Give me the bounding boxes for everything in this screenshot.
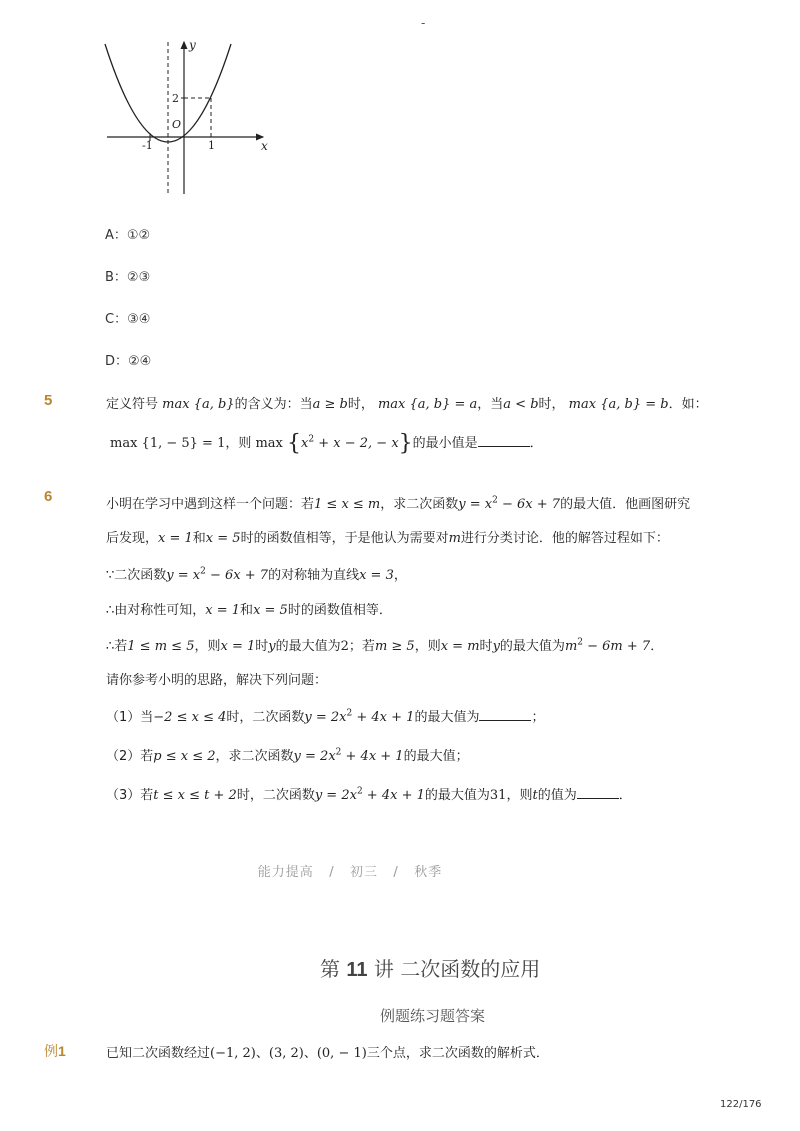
page-top-mark: - — [421, 16, 426, 30]
example-1-label: 例1 — [44, 1043, 66, 1060]
section-subtitle: 例题练习题答案 — [380, 1007, 486, 1025]
q6-part-1: （1）当−2 ≤ x ≤ 4时，二次函数$y = 2x^2 + 4x + 1$的最大值为 ； — [106, 708, 545, 725]
origin-label: O — [172, 118, 182, 131]
option-d-text: ②④ — [128, 354, 152, 369]
tick-label-y2: 2 — [172, 92, 179, 105]
footer-grade: 初三 — [349, 865, 378, 880]
q5-line-2: max {1, − 5} = 1，则 $\max \{x^2 + x - 2$, − x}的最小值是 ． — [110, 431, 543, 456]
option-a-label: A： — [105, 228, 127, 243]
q6-part-2: （2）若p ≤ x ≤ 2，求二次函数$y = 2x^2 + 4x + 1$的最大值； — [106, 747, 469, 764]
q6-part3-answer-blank[interactable] — [577, 785, 619, 799]
q6-line-3: ∵二次函数$y = x^2 - 6x + 7$的对称轴为直线x = 3， — [106, 566, 407, 583]
axis-y-label: y — [189, 38, 196, 52]
tick-label-pos1: 1 — [208, 139, 215, 152]
q6-part1-answer-blank[interactable] — [479, 707, 531, 721]
footer-season: 秋季 — [414, 865, 443, 880]
page-footer-breadcrumb — [0, 861, 700, 880]
q6-line-4: ∴由对称性可知，x = 1和x = 5时的函数值相等． — [106, 603, 392, 618]
option-d[interactable] — [105, 350, 151, 369]
q5-line-1: 定义符号 max {a, b}的含义为：当a ≥ b时， max {a, b} = a，当a < b时， max {a, b} = b．如： — [106, 397, 708, 412]
option-b-label: B： — [105, 270, 127, 285]
page-number: 122/176 — [720, 1099, 762, 1110]
option-b[interactable] — [105, 266, 150, 285]
parabola-graph-svg — [95, 34, 280, 199]
q6-line-2: 后发现，x = 1和x = 5时的函数值相等，于是他认为需要对m进行分类讨论．他的解答过程如下： — [106, 531, 669, 546]
lecture-title: 第 11 讲 二次函数的应用 — [320, 957, 541, 981]
axis-x-label: x — [261, 139, 268, 153]
q6-line-5: ∴若1 ≤ m ≤ 5，则x = 1时y的最大值为2；若m ≥ 5，则x = m时y的最大值为$m^2 - 6m + 7$． — [106, 637, 664, 654]
footer-separator: / — [329, 865, 335, 880]
q5-answer-blank[interactable] — [478, 433, 530, 447]
option-a[interactable] — [105, 224, 150, 243]
footer-course: 能力提高 — [257, 865, 314, 880]
option-c-text: ③④ — [127, 312, 151, 327]
option-c[interactable] — [105, 308, 150, 327]
parabola-graph — [95, 34, 280, 199]
q6-line-1: 小明在学习中遇到这样一个问题：若1 ≤ x ≤ m，求二次函数$y = x^2 - 6x + 7$的最大值．他画图研究 — [106, 495, 691, 512]
option-d-label: D： — [105, 354, 129, 369]
footer-separator: / — [393, 865, 399, 880]
q6-line-6: 请你参考小明的思路，解决下列问题： — [106, 673, 328, 688]
example-1-text: 已知二次函数经过(−1, 2)、(3, 2)、(0, − 1)三个点，求二次函数的解析式． — [106, 1046, 549, 1061]
option-a-text: ①② — [126, 228, 151, 243]
question-5-number: 5 — [44, 392, 53, 409]
option-b-text: ②③ — [126, 270, 151, 285]
question-6-number: 6 — [44, 488, 53, 505]
q6-part-3: （3）若t ≤ x ≤ t + 2时，二次函数$y = 2x^2 + 4x + 1$的最大值为31，则t的值为 ． — [106, 786, 632, 803]
tick-label-neg1: -1 — [142, 139, 153, 152]
option-c-label: C： — [105, 312, 128, 327]
